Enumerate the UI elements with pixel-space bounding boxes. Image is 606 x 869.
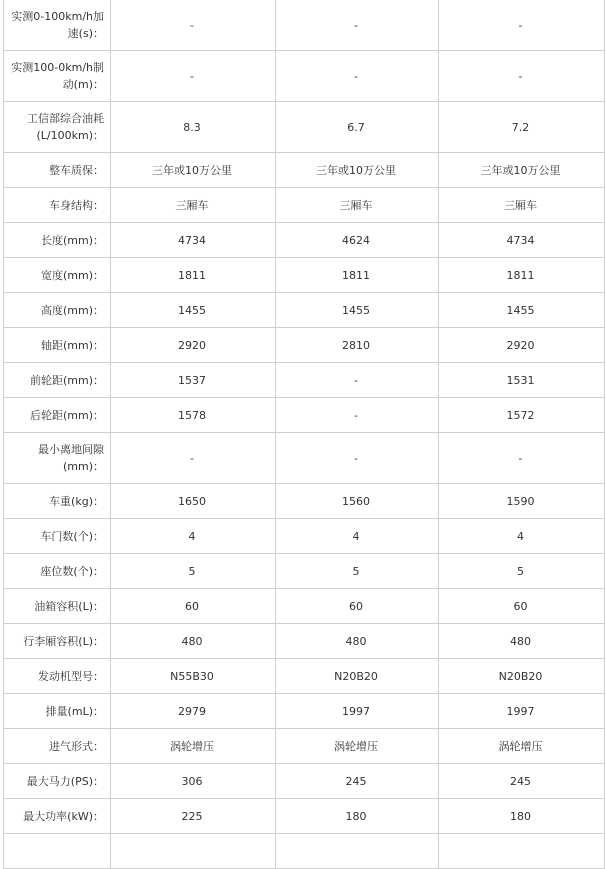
- table-row: [4, 659, 605, 694]
- table-row: [4, 293, 605, 328]
- cell-value: 1811: [276, 258, 439, 293]
- table-row: [4, 519, 605, 554]
- cell-value: N20B20: [276, 659, 439, 694]
- table-row: [4, 223, 605, 258]
- spec-comparison-table: [3, 0, 605, 869]
- cell-value: 1455: [276, 293, 439, 328]
- table-row: [4, 433, 605, 484]
- cell-value: 60: [439, 589, 605, 624]
- row-label: 座位数(个)：: [4, 554, 111, 589]
- cell-value: 5: [276, 554, 439, 589]
- cell-value: 三年或10万公里: [439, 153, 605, 188]
- table-row: [4, 258, 605, 293]
- cell-value: 涡轮增压: [439, 729, 605, 764]
- row-label: 工信部综合油耗(L/100km)：: [4, 102, 111, 153]
- cell-value: -: [439, 433, 605, 484]
- table-row: [4, 624, 605, 659]
- table-row: [4, 328, 605, 363]
- table-row: [4, 363, 605, 398]
- row-label: 整车质保：: [4, 153, 111, 188]
- cell-value: -: [111, 433, 276, 484]
- table-row: [4, 484, 605, 519]
- cell-value: 306: [111, 764, 276, 799]
- cell-value: 1531: [439, 363, 605, 398]
- cell-value: -: [439, 0, 605, 51]
- table-row: [4, 51, 605, 102]
- table-row: [4, 799, 605, 834]
- cell-value: 4624: [276, 223, 439, 258]
- cell-value: 5: [111, 554, 276, 589]
- table-row: [4, 153, 605, 188]
- cell-value: 2920: [439, 328, 605, 363]
- cell-value: 4: [439, 519, 605, 554]
- cell-value: 480: [439, 624, 605, 659]
- cell-value: 6.7: [276, 102, 439, 153]
- cell-value: 涡轮增压: [276, 729, 439, 764]
- row-label: 高度(mm)：: [4, 293, 111, 328]
- row-label: 最大功率(kW)：: [4, 799, 111, 834]
- cell-value: 7.2: [439, 102, 605, 153]
- cell-value: 245: [439, 764, 605, 799]
- row-label: 最小离地间隙(mm)：: [4, 433, 111, 484]
- cell-value: -: [111, 51, 276, 102]
- table-row: [4, 188, 605, 223]
- cell-value: 8.3: [111, 102, 276, 153]
- cell-value: 1997: [276, 694, 439, 729]
- row-label: 轴距(mm)：: [4, 328, 111, 363]
- cell-value: 4734: [439, 223, 605, 258]
- cell-value: 5: [439, 554, 605, 589]
- row-label: 前轮距(mm)：: [4, 363, 111, 398]
- cell-value: 480: [111, 624, 276, 659]
- cell-value: -: [111, 0, 276, 51]
- cell-value: 2920: [111, 328, 276, 363]
- cell-value: N55B30: [111, 659, 276, 694]
- table-row: [4, 102, 605, 153]
- row-label: 车门数(个)：: [4, 519, 111, 554]
- row-label: 实测100-0km/h制动(m)：: [4, 51, 111, 102]
- row-label: 行李厢容积(L)：: [4, 624, 111, 659]
- cell-value: 180: [276, 799, 439, 834]
- cell-value: 60: [276, 589, 439, 624]
- cell-value: N20B20: [439, 659, 605, 694]
- table-row: [4, 589, 605, 624]
- cell-value: -: [439, 51, 605, 102]
- cell-value: 2979: [111, 694, 276, 729]
- cell-value: 2810: [276, 328, 439, 363]
- table-row: [4, 764, 605, 799]
- row-label: 发动机型号：: [4, 659, 111, 694]
- cell-value: 1997: [439, 694, 605, 729]
- cell-value: 1455: [111, 293, 276, 328]
- cell-value: 1572: [439, 398, 605, 433]
- cell-value: -: [276, 363, 439, 398]
- cell-value: 4: [276, 519, 439, 554]
- cell-value: 1590: [439, 484, 605, 519]
- cell-value: -: [276, 398, 439, 433]
- cell-value: 4734: [111, 223, 276, 258]
- row-label: 车重(kg)：: [4, 484, 111, 519]
- row-label: 长度(mm)：: [4, 223, 111, 258]
- cell-value: 三年或10万公里: [111, 153, 276, 188]
- cell-value: 4: [111, 519, 276, 554]
- row-label: 进气形式：: [4, 729, 111, 764]
- cell-value: -: [276, 0, 439, 51]
- table-row: [4, 729, 605, 764]
- table-row: [4, 0, 605, 51]
- cell-value: 1537: [111, 363, 276, 398]
- cell-value: -: [276, 433, 439, 484]
- row-label: 最大马力(PS)：: [4, 764, 111, 799]
- cell-value: 1455: [439, 293, 605, 328]
- row-label: 宽度(mm)：: [4, 258, 111, 293]
- cell-value: 涡轮增压: [111, 729, 276, 764]
- cell-value: 245: [276, 764, 439, 799]
- table-row: [4, 694, 605, 729]
- cell-value: 三厢车: [276, 188, 439, 223]
- table-row: [4, 554, 605, 589]
- cell-value: 60: [111, 589, 276, 624]
- cell-value: 225: [111, 799, 276, 834]
- cell-value: 1650: [111, 484, 276, 519]
- row-label: 后轮距(mm)：: [4, 398, 111, 433]
- row-label: 油箱容积(L)：: [4, 589, 111, 624]
- cell-value: 1811: [111, 258, 276, 293]
- cell-value: 480: [276, 624, 439, 659]
- cell-value: -: [276, 51, 439, 102]
- row-label: 实测0-100km/h加速(s)：: [4, 0, 111, 51]
- cell-value: 1811: [439, 258, 605, 293]
- cell-value: 1578: [111, 398, 276, 433]
- cell-value: 三厢车: [439, 188, 605, 223]
- cell-value: 三厢车: [111, 188, 276, 223]
- cell-value: 三年或10万公里: [276, 153, 439, 188]
- row-label: 排量(mL)：: [4, 694, 111, 729]
- cell-value: 180: [439, 799, 605, 834]
- cell-value: 1560: [276, 484, 439, 519]
- row-label: 车身结构：: [4, 188, 111, 223]
- table-row: [4, 398, 605, 433]
